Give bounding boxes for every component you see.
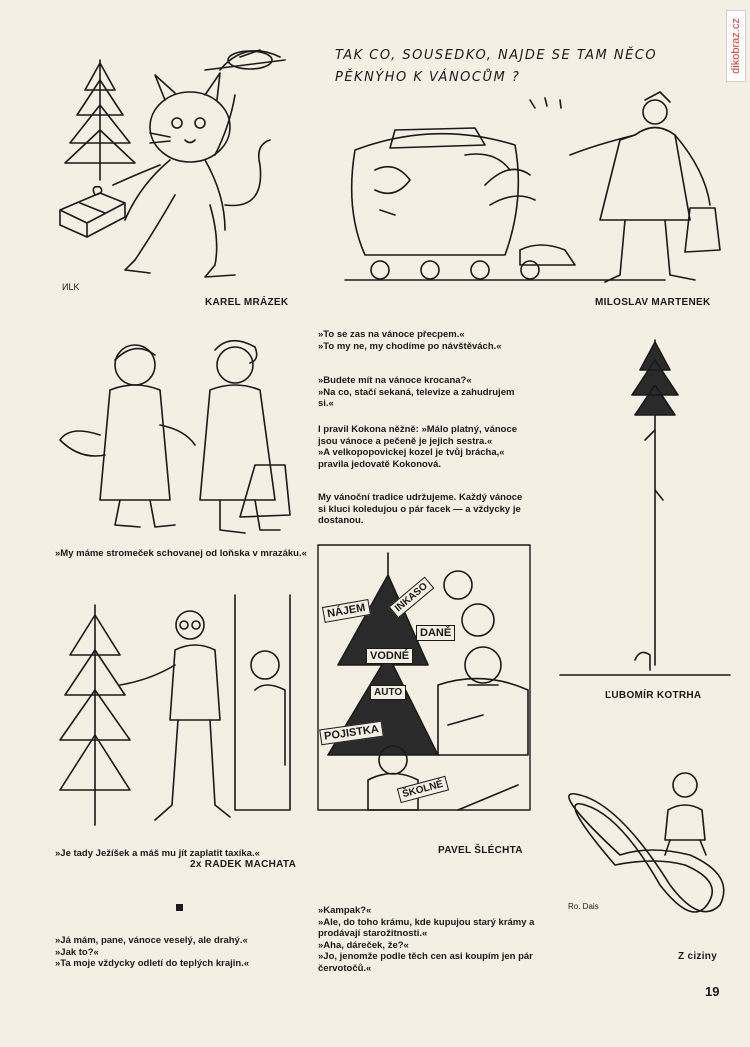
credit-pavel-slechta: PAVEL ŠLÉCHTA <box>438 845 523 856</box>
credit-radek-machata: 2x RADEK MACHATA <box>190 859 297 870</box>
cartoon-two-women-fish <box>60 335 290 540</box>
bill-label-auto: AUTO <box>370 685 406 700</box>
bill-label-vodne: VODNÉ <box>366 648 413 664</box>
joke-kokona: I pravil Kokona něžně: »Málo platný, vánoce jsou vánoce a pečeně je jejich sestra.« »A velkopopovickej kozel je tvůj brácha,« pravila jedovatě Kokonová. <box>318 424 518 470</box>
bill-label-skolne: ŠKOLNÉ <box>397 776 449 803</box>
speech-caption-martenek: TAK CO, SOUSEDKO, NAJDE SE TAM NĚCO PĚKNÝHO K VÁNOCŮM ? <box>335 48 658 85</box>
watermark-text: dikobraz.cz <box>730 18 743 74</box>
bill-label-pojistka: POJISTKA <box>319 721 384 746</box>
joke-turkey: »Budete mít na vánoce krocana?« »Na co, stačí sekaná, televize a zahudrujem si.« <box>318 375 515 409</box>
cartoon-bare-tree <box>560 330 730 675</box>
credit-miloslav-martenek: MILOSLAV MARTENEK <box>595 297 711 308</box>
caption-machata-fridge-tree: »My máme stromeček schovanej od loňska v mrazáku.« <box>55 548 307 559</box>
cartoon-dustbin-neighbour <box>335 90 730 295</box>
cartoon-jezisek-taxi <box>60 595 295 835</box>
caption-machata-taxi: »Je tady Ježíšek a máš mu jít zaplatit taxíka.« <box>55 848 260 859</box>
credit-lubomir-kotrha: ĽUBOMÍR KOTRHA <box>605 690 702 701</box>
joke-warm-lands: »Já mám, pane, vánoce veselý, ale drahý.« »Jak to?« »Ta moje vždycky odletí do teplých krajin.« <box>55 935 250 969</box>
credit-z-ciziny: Z ciziny <box>678 951 718 962</box>
bill-labels <box>318 545 530 810</box>
watermark-tag <box>726 10 746 82</box>
separator-square <box>176 904 183 911</box>
page-number: 19 <box>705 984 720 999</box>
bill-label-najem: NÁJEM <box>322 599 371 623</box>
signature-mrazek: ИLK <box>62 282 80 292</box>
bill-label-dane: DANĚ <box>416 625 455 641</box>
bill-label-inkaso: INKASO <box>389 577 435 619</box>
joke-overeat: »To se zas na vánoce přecpem.« »To my ne, my chodíme po návštěvách.« <box>318 329 502 352</box>
joke-traditions: My vánoční tradice udržujeme. Každý vánoce si kluci koledujou o pár facek — a vždycky je dostanou. <box>318 492 523 526</box>
signature-ro-dais: Ro. Dais <box>568 902 599 911</box>
cartoon-cat-with-tree <box>55 45 295 290</box>
credit-karel-mrazek: KAREL MRÁZEK <box>205 297 289 308</box>
joke-antique-shop: »Kampak?« »Ale, do toho krámu, kde kupujou starý krámy a prodávají starožitnosti.« »Aha, dáreček, že?« »Jo, jenomže podle těch cen asi koupím jen pár červotočů.« <box>318 905 535 974</box>
